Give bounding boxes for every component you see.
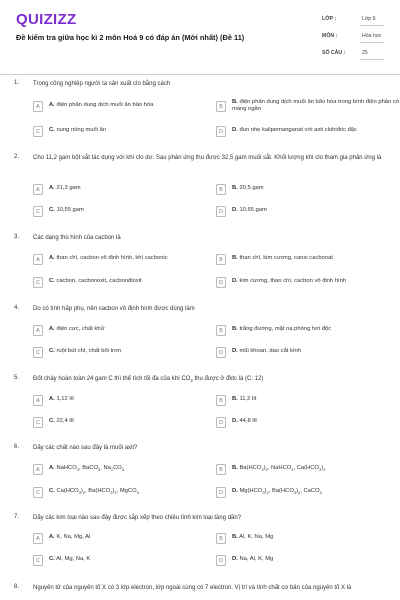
grade-label: LỚP : [322, 16, 337, 22]
option-letter-box: B [216, 464, 226, 475]
option-letter-box: D [216, 417, 226, 428]
option-d[interactable] [216, 555, 384, 569]
option-letter-box: C [33, 417, 43, 428]
question-text: Trong công nghiệp người ta sản xuất clo bằng cách [33, 81, 171, 87]
option-a[interactable] [33, 395, 201, 409]
option-letter-box: C [33, 555, 43, 566]
option-a[interactable] [33, 533, 201, 547]
option-text: D. 10,65 gam [232, 207, 267, 213]
option-c[interactable] [33, 206, 201, 220]
option-text: C. 22,4 lít [49, 418, 74, 424]
option-letter-box: A [33, 101, 43, 112]
option-letter-box: A [33, 533, 43, 544]
option-c[interactable] [33, 555, 201, 569]
option-text: B. than chì, kim cương, canxi cacbonat [232, 255, 333, 261]
option-text: A. 21,3 gam [49, 185, 81, 191]
option-letter-box: A [33, 184, 43, 195]
option-d[interactable] [216, 347, 384, 361]
option-c[interactable] [33, 126, 201, 140]
option-c[interactable] [33, 277, 201, 291]
option-b[interactable] [216, 254, 384, 268]
option-text: C. nung nóng muối ăn [49, 127, 107, 133]
option-text: D. kim cương, than chì, cacbon vô định hình [232, 278, 347, 284]
option-b[interactable] [216, 464, 384, 478]
option-text: A. K, Na, Mg, Al [49, 534, 91, 540]
option-a[interactable] [33, 325, 201, 339]
question-text: Dãy các kim loại nào sau đây được sắp xếp theo chiều tính kim loại tăng dần? [33, 515, 242, 521]
option-text: B. $Ba(HCO_3)_2$, NaHCO$_3$, $Ca(HCO_3)_2$ [232, 465, 326, 473]
subject-label: MÔN : [322, 33, 338, 39]
grade-underline [360, 25, 384, 26]
option-text: D. Na, Al, K, Mg [232, 556, 274, 562]
option-c[interactable] [33, 487, 201, 501]
option-letter-box: B [216, 533, 226, 544]
option-text: D. 44,8 lít [232, 418, 257, 424]
option-c[interactable] [33, 347, 201, 361]
option-text: B. 11,2 lít [232, 396, 257, 402]
question-count-label: SỐ CÂU : [322, 50, 346, 56]
subject-field [322, 30, 384, 44]
option-text: D. $Mg(HCO_3)_2$, $Ba(HCO_3)_2$, CaCO$_3$ [232, 488, 322, 496]
question-text: Nguyên tử của nguyên tố X có 3 lớp electron, lớp ngoài cùng có 7 electron. Vị trí và tính chất cơ bản của nguyên tố X là [33, 585, 352, 591]
question-number: 4. [14, 305, 20, 311]
option-d[interactable] [216, 206, 384, 220]
option-a[interactable] [33, 101, 201, 115]
question-number: 8. [14, 584, 20, 590]
question-number: 7. [14, 514, 20, 520]
option-letter-box: B [216, 101, 226, 112]
option-text: A. điện cực, chất khử [49, 326, 105, 332]
grade-value: Lớp 9 [362, 16, 376, 22]
option-letter-box: B [216, 184, 226, 195]
worksheet-header [0, 0, 400, 74]
option-letter-box: A [33, 464, 43, 475]
option-letter-box: A [33, 325, 43, 336]
question-text: Dãy các chất nào sau đây là muối axit? [33, 445, 138, 451]
option-letter-box: C [33, 277, 43, 288]
quizizz-logo: QUIZIZZ [16, 11, 77, 28]
option-d[interactable] [216, 487, 384, 501]
option-text: B. 20,5 gam [232, 185, 264, 191]
option-b[interactable] [216, 325, 384, 339]
option-text: C. cacbon, cacbonoxit, cacbonđioxit [49, 278, 142, 284]
option-text: D. mũi khoan, dao cắt kính [232, 348, 301, 354]
question-number: 2. [14, 154, 20, 160]
question-number: 5. [14, 375, 20, 381]
grade-field [322, 13, 384, 27]
option-text: B. trắng đường, mặt nạ phòng hơi độc [232, 326, 332, 332]
option-letter-box: C [33, 347, 43, 358]
question-number: 1. [14, 80, 20, 86]
question-count-field [322, 47, 384, 61]
option-letter-box: D [216, 487, 226, 498]
option-letter-box: D [216, 277, 226, 288]
option-letter-box: A [33, 254, 43, 265]
option-d[interactable] [216, 126, 384, 140]
option-text: A. than chì, cacbon vô định hình, khí cacbonic [49, 255, 168, 261]
question-text: Cho 11,2 gam bột sắt tác dụng với khí clo dư. Sau phản ứng thu được 32,5 gam muối sắt. Khối lượng khí clo tham gia phản ứng là [33, 155, 382, 161]
question-number: 3. [14, 234, 20, 240]
option-letter-box: C [33, 126, 43, 137]
option-text: C. ruột bút chì, chất bôi trơn [49, 348, 122, 354]
option-text: A. NaHCO$_3$, BaCO$_3$, $Na_2CO_3$ [49, 465, 125, 473]
option-b[interactable] [216, 533, 384, 547]
option-b[interactable] [216, 184, 384, 198]
option-text: C. $Ca(HCO_3)_2$, $Ba(HCO_3)_2$, MgCO$_3$ [49, 488, 139, 496]
option-text: C. 10,55 gam [49, 207, 84, 213]
question-count-value: 25 [362, 50, 368, 56]
header-divider [0, 74, 400, 75]
option-d[interactable] [216, 277, 384, 291]
question-text: Các dạng thù hình của cacbon là [33, 235, 121, 241]
subject-value: Hóa học [362, 33, 382, 39]
option-letter-box: A [33, 395, 43, 406]
question-text: Do có tính hấp phụ, nên cacbon vô định hình được dùng làm [33, 306, 195, 312]
option-letter-box: C [33, 487, 43, 498]
option-text: C. Al, Mg, Na, K [49, 556, 91, 562]
option-b[interactable] [216, 99, 399, 115]
option-letter-box: B [216, 395, 226, 406]
option-text: A. 1,12 lít [49, 396, 74, 402]
option-b[interactable] [216, 395, 384, 409]
option-letter-box: D [216, 126, 226, 137]
option-d[interactable] [216, 417, 384, 431]
worksheet-title: Đề kiểm tra giữa học kì 2 môn Hoá 9 có đáp án (Mới nhất) (Đề 11) [16, 33, 245, 42]
option-a[interactable] [33, 184, 201, 198]
subject-underline [360, 42, 384, 43]
option-c[interactable] [33, 417, 201, 431]
option-letter-box: B [216, 325, 226, 336]
option-letter-box: D [216, 555, 226, 566]
option-letter-box: B [216, 254, 226, 265]
option-text: B. Al, K, Na, Mg [232, 534, 274, 540]
option-text: A. điện phân dung dịch muối ăn bão hòa [49, 102, 154, 108]
option-letter-box: D [216, 206, 226, 217]
option-text: D. đun nhẹ kalipemanganat với axit clohiđric đặc [232, 127, 357, 133]
question-number: 6. [14, 444, 20, 450]
option-a[interactable] [33, 254, 201, 268]
option-letter-box: D [216, 347, 226, 358]
question-text: Đốt cháy hoàn toàn 24 gam C thì thể tích tối đa của khí $CO_2$ thu được ở đktc là (C: 12) [33, 376, 264, 384]
option-letter-box: C [33, 206, 43, 217]
option-text: B. điện phân dung dịch muối ăn bão hòa trong bình điện phân có màng ngăn [232, 99, 399, 113]
option-a[interactable] [33, 464, 201, 478]
question-count-underline [360, 59, 384, 60]
